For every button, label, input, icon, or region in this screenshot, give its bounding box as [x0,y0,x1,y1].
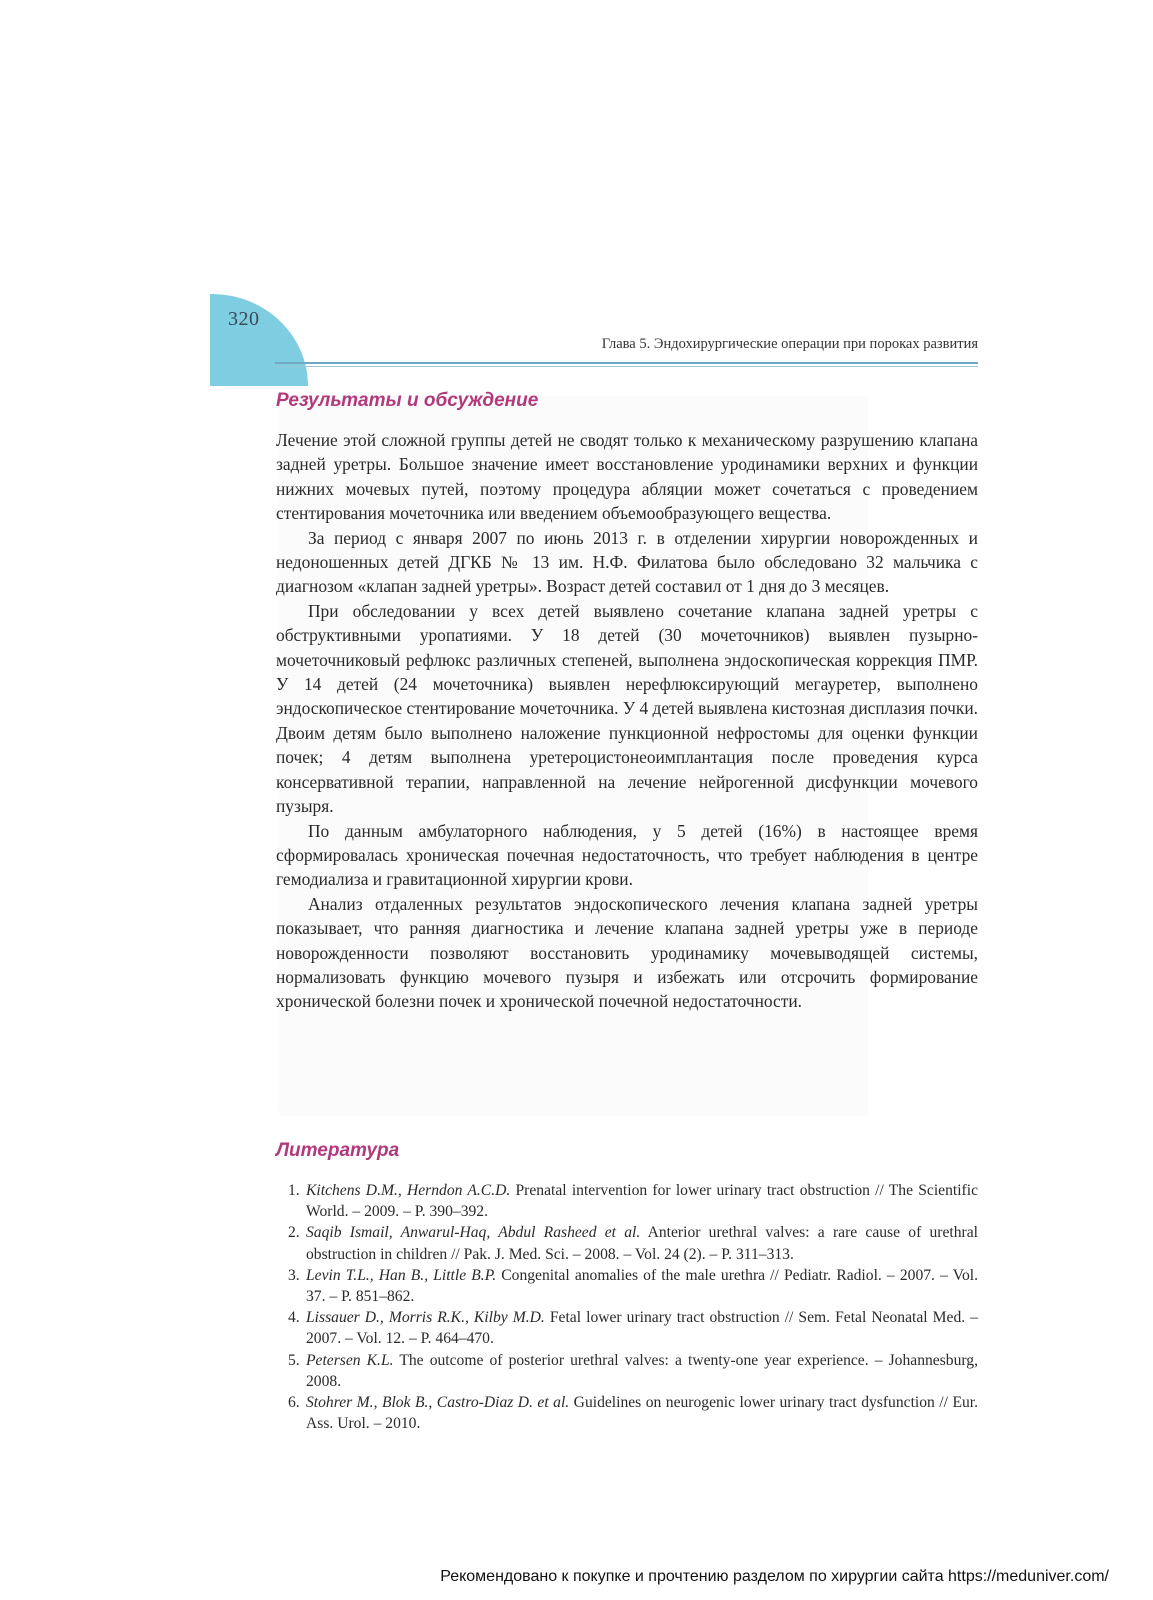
reference-item [288,1265,978,1307]
reference-item [288,1392,978,1434]
paragraph: Лечение этой сложной группы детей не сводят только к механическому разрушению клапана задней уретры. Большое значение имеет восстановление уродинамики верхних и функции нижних мочевых путей, поэтому процедура абляции может сочетаться с проведением стентирования мочеточника или введением объемообразующего вещества. [276,430,978,524]
reference-authors: Levin T.L., Han B., Little B.P. [306,1266,497,1284]
reference-text: Congenital anomalies of the male urethra // Pediatr. Radiol. – 2007. – Vol. 37. – P. 851–862. [306,1266,978,1306]
header-rule-thin [275,366,978,367]
reference-list [288,1180,978,1434]
reference-item [288,1307,978,1349]
header-rule [275,362,978,364]
reference-authors: Stohrer M., Blok B., Castro-Diaz D. et al. [306,1394,570,1412]
literature-heading: Литература [276,1140,400,1161]
reference-text: Anterior urethral valves: a rare cause of urethral obstruction in children // Pak. J. Med. Sci. – 2008. – Vol. 24 (2). – P. 311–313. [306,1224,978,1263]
reference-number: 1. [288,1182,300,1199]
paragraph: По данным амбулаторного наблюдения, у 5 детей (16%) в настоящее время сформировалась хроническая почечная недостаточность, что требует наблюдения в центре гемодиализа и гравитационной хирургии крови. [276,820,978,890]
paragraph: Анализ отдаленных результатов эндоскопического лечения клапана задней уретры показывает, что ранняя диагностика и лечение клапана задней уретры уже в периоде новорожденности позволяют восстановить уродинамику мочевыводящей системы, нормализовать функцию мочевого пузыря и избежать или отсрочить формирование хронической болезни почек и хронической почечной недостаточности. [276,893,978,1012]
reference-item [288,1180,978,1222]
reference-authors: Petersen K.L. [306,1351,394,1369]
reference-authors: Saqib Ismail, Anwarul-Haq, Abdul Rasheed et al. [306,1224,641,1242]
reference-text: Prenatal intervention for lower urinary tract obstruction // The Scientific World. – 2009. – P. 390–392. [306,1182,978,1221]
reference-text: The outcome of posterior urethral valves: a twenty-one year experience. – Johannesburg, 2008. [306,1351,978,1390]
results-body [276,428,978,1014]
reference-item [288,1350,978,1392]
reference-text: Guidelines on neurogenic lower urinary tract dysfunction // Eur. Ass. Urol. – 2010. [306,1394,978,1433]
reference-text: Fetal lower urinary tract obstruction // Sem. Fetal Neonatal Med. – 2007. – Vol. 12. – P. 464–470. [306,1309,978,1348]
reference-number: 3. [288,1266,300,1284]
page-number: 320 [228,308,260,330]
reference-number: 4. [288,1309,300,1327]
reference-number: 6. [288,1394,300,1412]
reference-number: 5. [288,1351,300,1369]
running-head: Глава 5. Эндохирургические операции при пороках развития [601,336,978,352]
reference-authors: Lissauer D., Morris R.K., Kilby M.D. [306,1309,545,1327]
paragraph: При обследовании у всех детей выявлено сочетание клапана задней уретры с обструктивными уропатиями. У 18 детей (30 мочеточников) выявлен пузырно-мочеточниковый рефлюкс различных степеней, выполнена эндоскопическая коррекция ПМР. У 14 детей (24 мочеточника) выявлен нерефлюксирующий мегауретер, выполнено эндоскопическое стентирование мочеточника. У 4 детей выявлена кистозная дисплазия почки. Двоим детям было выполнено наложение пункционной нефростомы для оценки функции почек; 4 детям выполнена уретероцистонеоимплантация после проведения курса консервативной терапии, направленной на лечение нейрогенной дисфункции мочевого пузыря. [276,600,978,817]
reference-number: 2. [288,1224,300,1242]
footer-recommendation: Рекомендовано к покупке и прочтению разделом по хирургии сайта https://meduniver.com/ [440,1568,1109,1585]
results-heading: Результаты и обсуждение [276,390,539,411]
reference-item [288,1222,978,1264]
paragraph: За период с января 2007 по июнь 2013 г. в отделении хирургии новорожденных и недоношенных детей ДГКБ № 13 им. Н.Ф. Филатова было обследовано 32 мальчика с диагнозом «клапан задней уретры». Возраст детей составил от 1 дня до 3 месяцев. [276,527,978,597]
reference-authors: Kitchens D.M., Herndon A.C.D. [306,1182,511,1199]
